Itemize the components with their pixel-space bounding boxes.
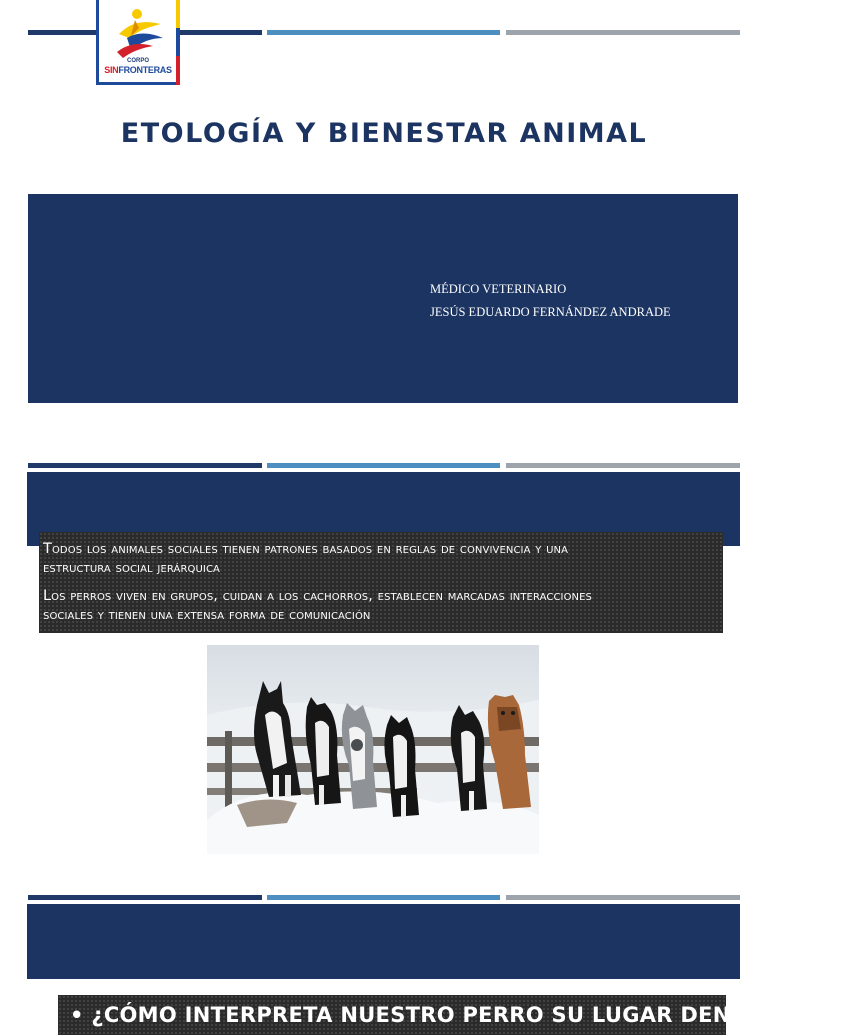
- logo-corpo-text: CORPO: [126, 58, 149, 64]
- title-slide: [0, 0, 768, 420]
- header-rule-gray: [506, 895, 740, 900]
- header-rule-dark: [28, 895, 262, 900]
- corpo-sinfronteras-logo: [96, 0, 180, 85]
- author-name: JESÚS EDUARDO FERNÁNDEZ ANDRADE: [430, 305, 671, 319]
- header-rule-dark: [28, 463, 262, 468]
- header-rule-light: [267, 895, 500, 900]
- author-role: MÉDICO VETERINARIO: [430, 282, 567, 296]
- presentation-title: ETOLOGÍA Y BIENESTAR ANIMAL: [120, 118, 648, 149]
- content-slide-question: [0, 890, 858, 1027]
- paragraph-1-line-2: estructura social jerárquica: [43, 560, 220, 576]
- header-rule-light: [267, 463, 500, 468]
- question-panel: [58, 995, 858, 1035]
- author-panel: [28, 194, 738, 403]
- paragraph-2-line-2: sociales y tienen una extensa forma de comunicación: [43, 607, 371, 623]
- header-rule-gray: [506, 30, 740, 35]
- paragraph-2-line-1: Los perros viven en grupos, cuidan a los cachorros, establecen marcadas interacciones: [43, 588, 593, 604]
- logo-brand-text: SINFRONTERAS: [104, 65, 172, 75]
- figure-logo-icon: [109, 8, 169, 60]
- dogs-in-snow-photo: [207, 645, 539, 854]
- header-rule-light: [267, 30, 500, 35]
- question-text: • ¿CÓMO INTERPRETA NUESTRO PERRO SU LUGAR DENTRO DE LA: [70, 1003, 858, 1027]
- content-slide-social-structure: [0, 455, 768, 875]
- paragraph-1-line-1: Todos los animales sociales tienen patrones basados en reglas de convivencia y una: [43, 541, 569, 557]
- flag-stripe: [176, 0, 180, 85]
- header-rule-gray: [506, 463, 740, 468]
- text-panel: [39, 532, 723, 633]
- slide-header-band: [27, 904, 740, 979]
